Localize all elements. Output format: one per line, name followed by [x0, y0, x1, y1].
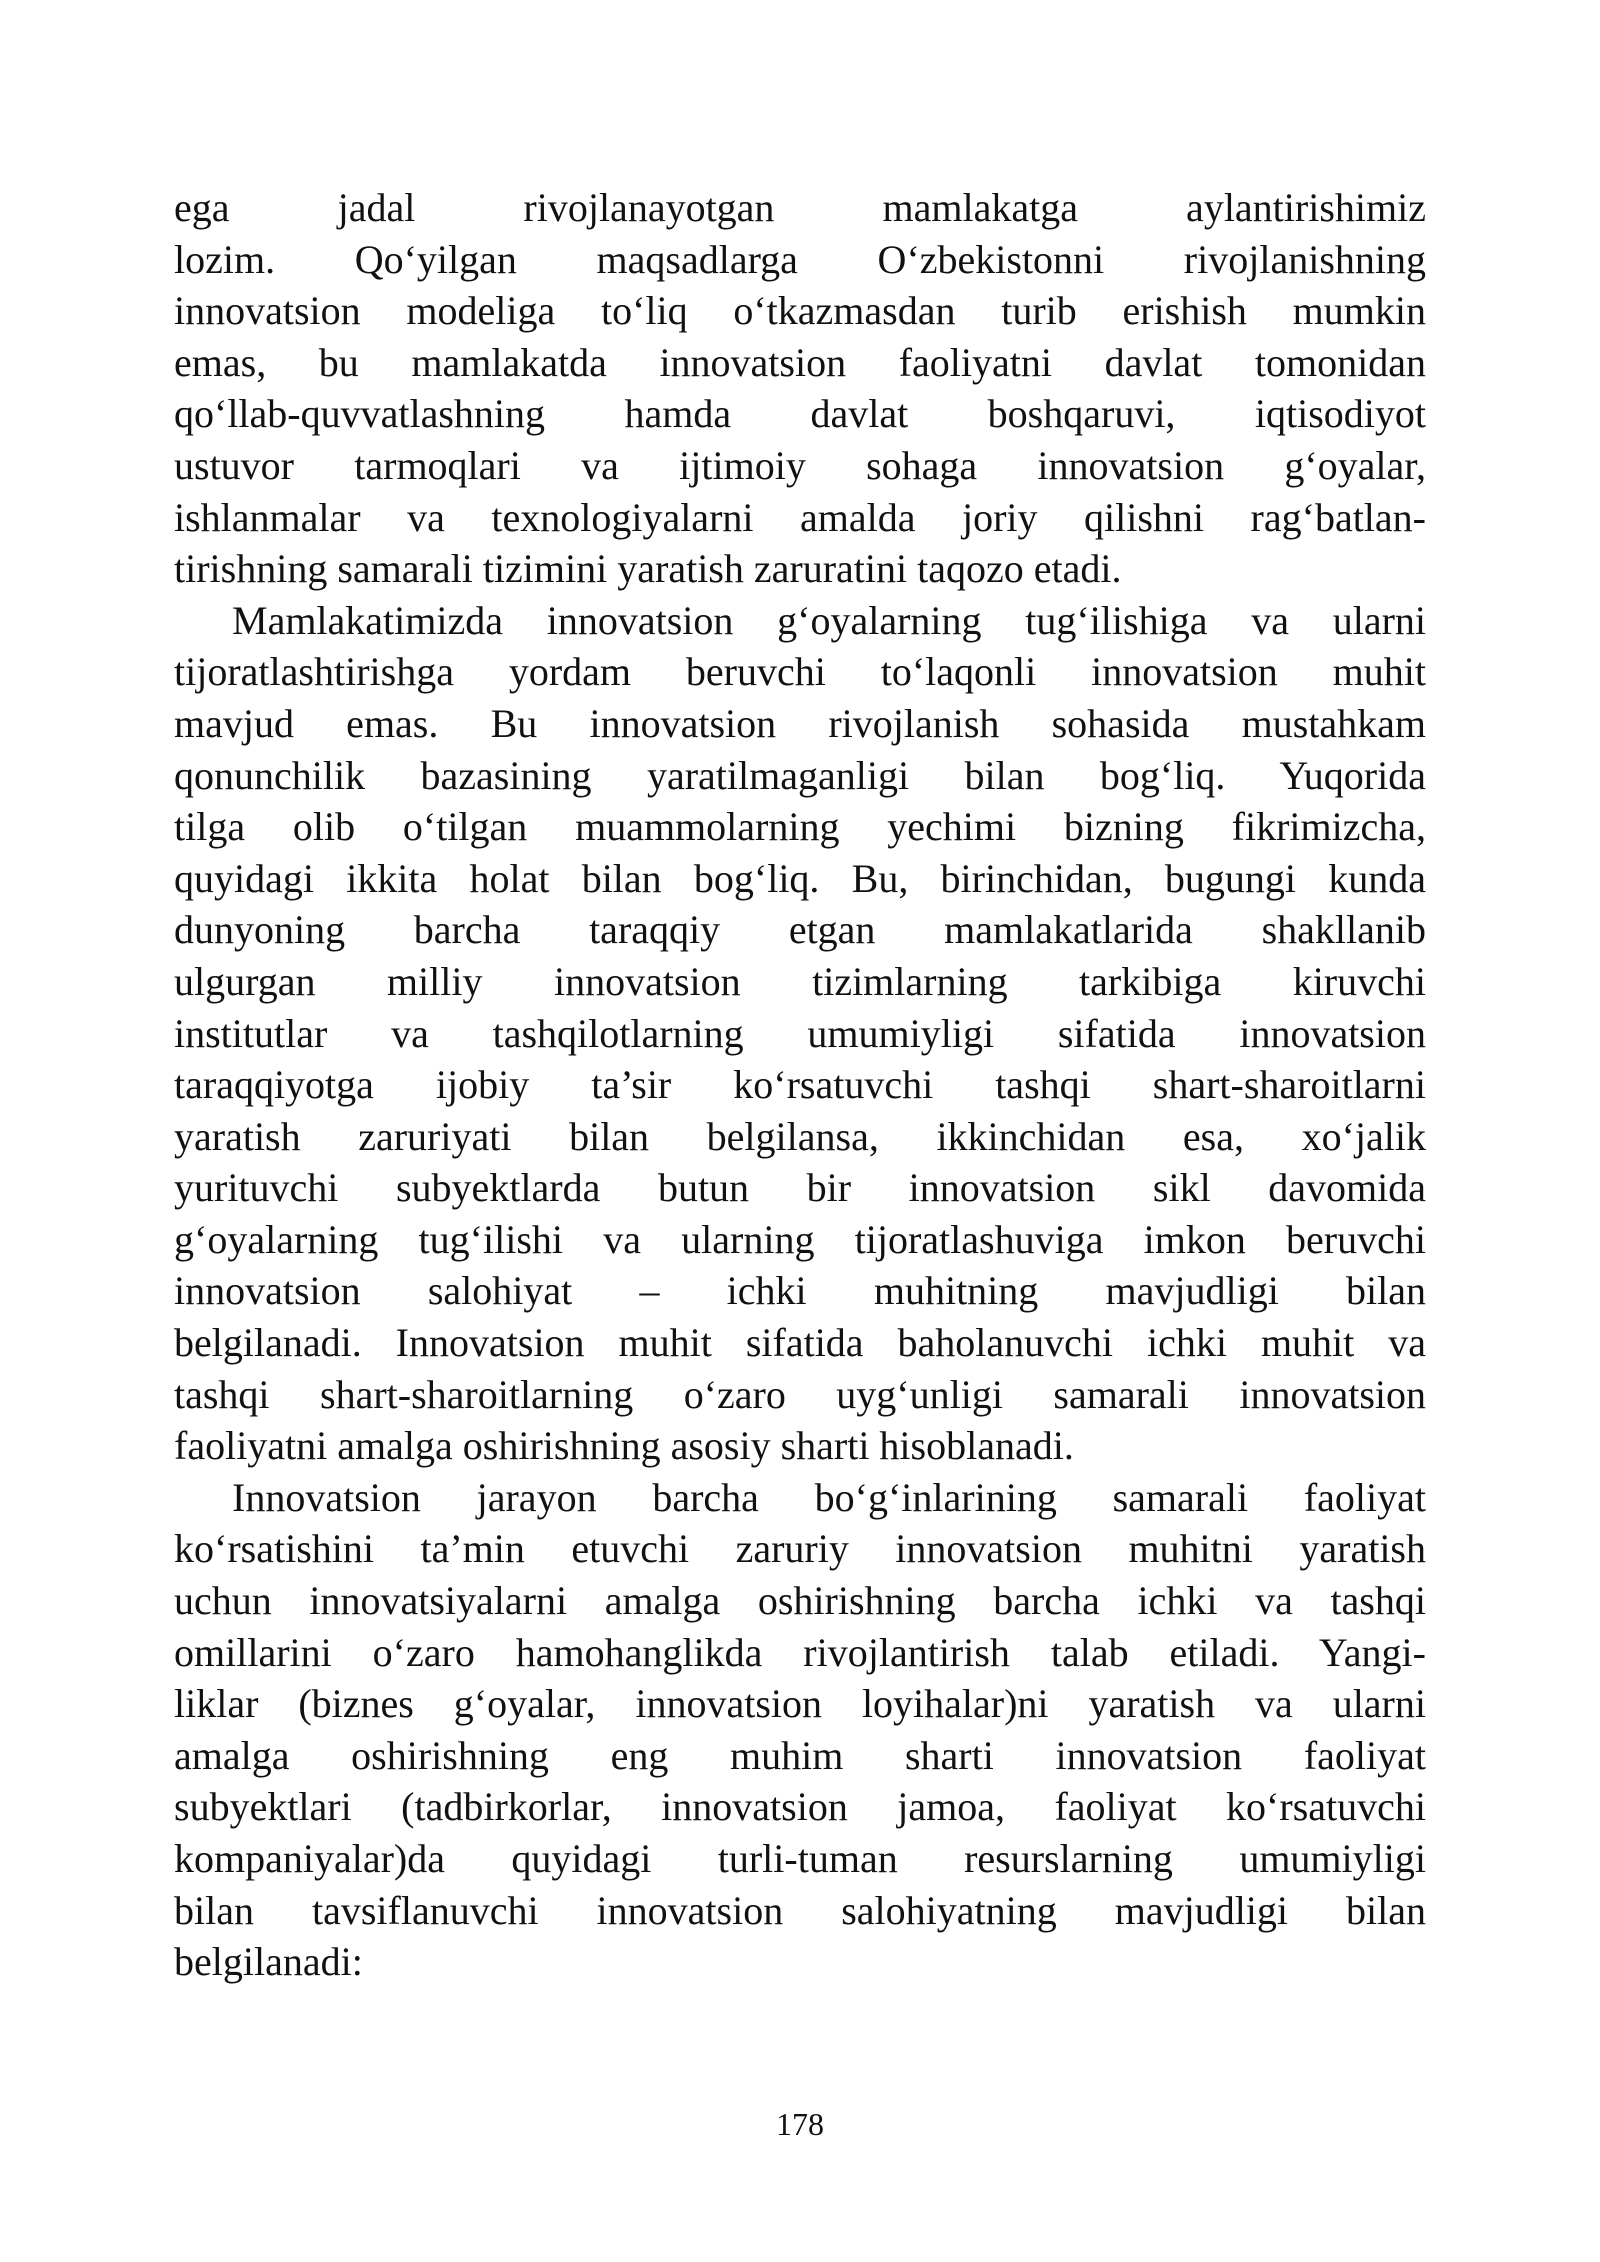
text-line: innovatsion modeliga to‘liq o‘tkazmasdan turib erishish mumkin [174, 288, 1426, 334]
text-line: taraqqiyotga ijobiy ta’sir ko‘rsatuvchi tashqi shart-sharoitlarni [174, 1062, 1426, 1108]
text-line: ega jadal rivojlanayotgan mamlakatga aylantirishimiz [174, 185, 1426, 230]
text-line: lozim. Qo‘yilgan maqsadlarga O‘zbekistonni rivojlanishning [174, 236, 1426, 282]
text-line: tirishning samarali tizimini yaratish zaruratini taqozo etadi. [174, 546, 1122, 592]
text-line: Innovatsion jarayon barcha bo‘g‘inlarining samarali faoliyat [232, 1474, 1426, 1520]
text-line: omillarini o‘zaro hamohanglikda rivojlantirish talab etiladi. Yangi- [174, 1629, 1426, 1675]
text-line: subyektlari (tadbirkorlar, innovatsion jamoa, faoliyat ko‘rsatuvchi [174, 1784, 1426, 1830]
text-line: tilga olib o‘tilgan muammolarning yechimi bizning fikrimizcha, [174, 804, 1426, 850]
text-line: yaratish zaruriyati bilan belgilansa, ikkinchidan esa, xo‘jalik [174, 1113, 1426, 1159]
text-line: kompaniyalar)da quyidagi turli-tuman resurslarning umumiyligi [174, 1836, 1426, 1881]
text-line: quyidagi ikkita holat bilan bog‘liq. Bu, birinchidan, bugungi kunda [174, 855, 1426, 901]
page-number: 178 [776, 2106, 824, 2142]
text-line: uchun innovatsiyalarni amalga oshirishning barcha ichki va tashqi [174, 1578, 1426, 1624]
text-line: yurituvchi subyektlarda butun bir innovatsion sikl davomida [174, 1165, 1426, 1211]
text-line: innovatsion salohiyat – ichki muhitning mavjudligi bilan [174, 1268, 1426, 1314]
text-line: tijoratlashtirishga yordam beruvchi to‘laqonli innovatsion muhit [174, 649, 1426, 695]
text-line: ko‘rsatishini ta’min etuvchi zaruriy innovatsion muhitni yaratish [174, 1526, 1426, 1572]
text-line: mavjud emas. Bu innovatsion rivojlanish sohasida mustahkam [174, 700, 1426, 746]
text-line: tashqi shart-sharoitlarning o‘zaro uyg‘unligi samarali innovatsion [174, 1371, 1426, 1417]
text-line: belgilanadi. Innovatsion muhit sifatida baholanuvchi ichki muhit va [174, 1320, 1426, 1366]
text-line: ishlanmalar va texnologiyalarni amalda joriy qilishni rag‘batlan- [174, 494, 1426, 540]
text-line: qo‘llab-quvvatlashning hamda davlat boshqaruvi, iqtisodiyot [174, 391, 1426, 437]
text-line: ustuvor tarmoqlari va ijtimoiy sohaga innovatsion g‘oyalar, [174, 442, 1426, 488]
text-line: belgilanadi: [174, 1939, 363, 1985]
text-line: Mamlakatimizda innovatsion g‘oyalarning tug‘ilishiga va ularni [232, 597, 1426, 643]
text-line: emas, bu mamlakatda innovatsion faoliyatni davlat tomonidan [174, 339, 1426, 385]
text-line: dunyoning barcha taraqqiy etgan mamlakatlarida shakllanib [174, 907, 1426, 953]
text-line: ulgurgan milliy innovatsion tizimlarning tarkibiga kiruvchi [174, 958, 1426, 1004]
text-line: liklar (biznes g‘oyalar, innovatsion loyihalar)ni yaratish va ularni [174, 1681, 1426, 1727]
text-line: amalga oshirishning eng muhim sharti innovatsion faoliyat [174, 1732, 1426, 1778]
body-text [174, 182, 1426, 1988]
text-line: g‘oyalarning tug‘ilishi va ularning tijoratlashuviga imkon beruvchi [174, 1216, 1426, 1262]
text-line: institutlar va tashqilotlarning umumiyligi sifatida innovatsion [174, 1010, 1426, 1056]
text-line: qonunchilik bazasining yaratilmaganligi bilan bog‘liq. Yuqorida [174, 752, 1426, 798]
text-line: bilan tavsiflanuvchi innovatsion salohiyatning mavjudligi bilan [174, 1887, 1426, 1933]
text-line: faoliyatni amalga oshirishning asosiy sharti hisoblanadi. [174, 1423, 1074, 1469]
